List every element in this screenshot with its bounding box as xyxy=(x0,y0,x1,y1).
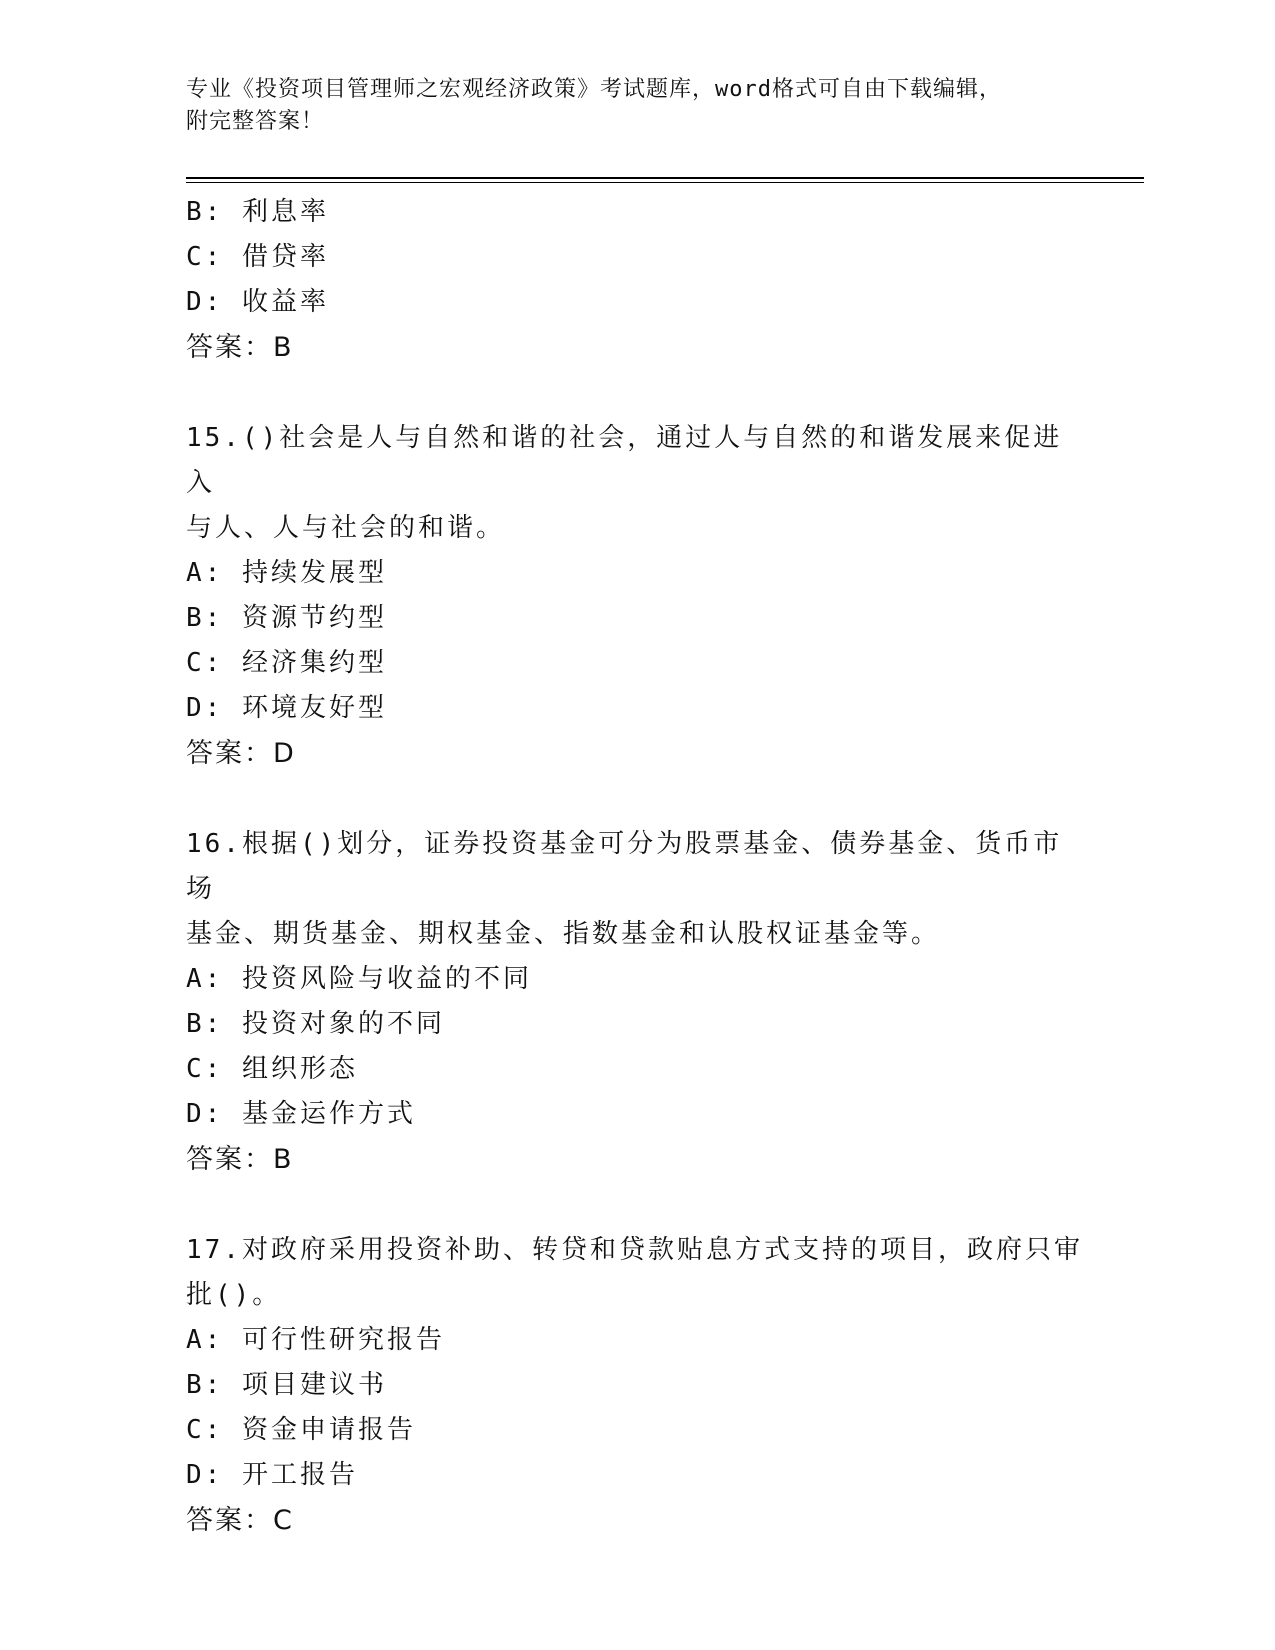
question-17 xyxy=(186,1228,1086,1543)
option-a: A: 可行性研究报告 xyxy=(186,1325,445,1355)
option-d: D: 基金运作方式 xyxy=(186,1099,416,1129)
question-stem-line-2: 与人、人与社会的和谐。 xyxy=(186,513,506,543)
header-divider-thin xyxy=(186,182,1144,183)
option-a: A: 持续发展型 xyxy=(186,558,387,588)
option-c: C: 组织形态 xyxy=(186,1054,358,1084)
question-15 xyxy=(186,416,1086,776)
spacer xyxy=(186,776,1086,822)
question-stem-line-2: 基金、期货基金、期权基金、指数基金和认股权证基金等。 xyxy=(186,919,941,949)
option-c: C: 借贷率 xyxy=(186,242,329,272)
question-list xyxy=(186,190,1086,1543)
option-b: B: 利息率 xyxy=(186,197,329,227)
header-line-2: 附完整答案！ xyxy=(186,109,325,134)
answer: 答案：B xyxy=(186,1144,294,1175)
question-16 xyxy=(186,822,1086,1182)
question-stem-line-2: 批()。 xyxy=(186,1280,282,1310)
option-b: B: 项目建议书 xyxy=(186,1370,387,1400)
answer: 答案：C xyxy=(186,1505,294,1536)
option-c: C: 经济集约型 xyxy=(186,648,387,678)
document-header xyxy=(186,74,1086,138)
option-b: B: 资源节约型 xyxy=(186,603,387,633)
option-d: D: 收益率 xyxy=(186,287,329,317)
answer: 答案：D xyxy=(186,738,296,769)
question-stem-line-1: 17.对政府采用投资补助、转贷和贷款贴息方式支持的项目，政府只审 xyxy=(186,1235,1083,1265)
header-divider-thick xyxy=(186,177,1144,179)
option-c: C: 资金申请报告 xyxy=(186,1415,416,1445)
question-stem-line-1: 15.()社会是人与自然和谐的社会，通过人与自然的和谐发展来促进入 xyxy=(186,423,1063,498)
option-d: D: 环境友好型 xyxy=(186,693,387,723)
question-14-tail xyxy=(186,190,1086,370)
spacer xyxy=(186,1182,1086,1228)
question-stem-line-1: 16.根据()划分，证券投资基金可分为股票基金、债券基金、货币市场 xyxy=(186,829,1063,904)
option-a: A: 投资风险与收益的不同 xyxy=(186,964,532,994)
spacer xyxy=(186,370,1086,416)
header-line-1: 专业《投资项目管理师之宏观经济政策》考试题库，word格式可自由下载编辑， xyxy=(186,77,1002,102)
answer: 答案：B xyxy=(186,332,294,363)
option-d: D: 开工报告 xyxy=(186,1460,358,1490)
option-b: B: 投资对象的不同 xyxy=(186,1009,445,1039)
